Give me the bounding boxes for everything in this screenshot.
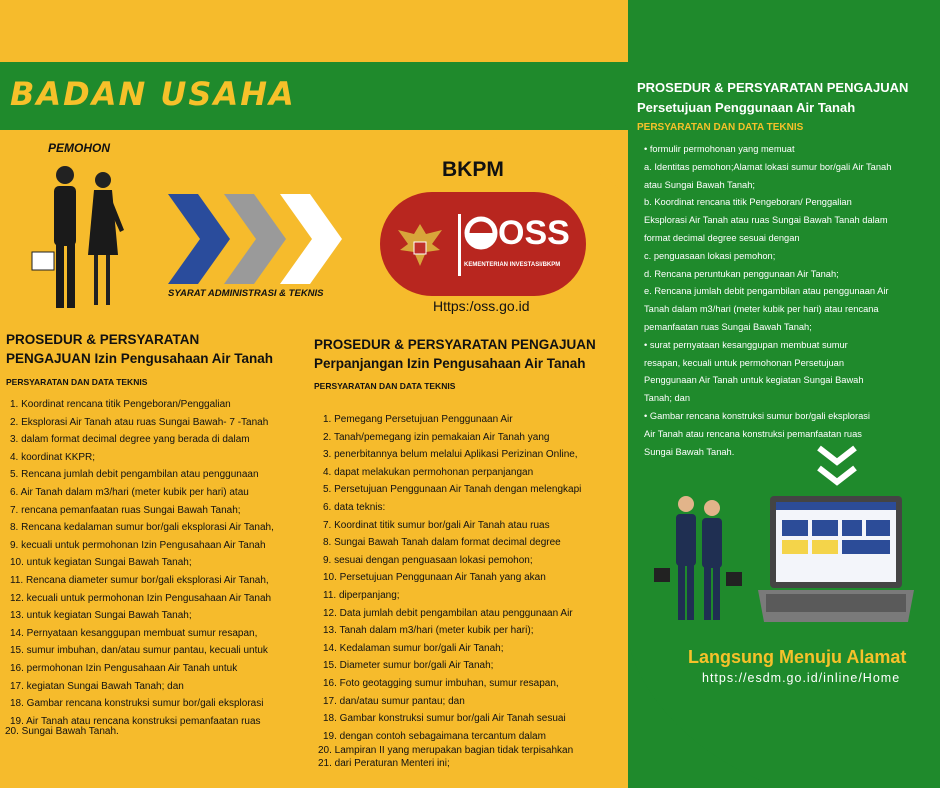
list-item: 5. Persetujuan Penggunaan Air Tanah dengan melengkapi <box>323 484 582 496</box>
list-item: a. Identitas pemohon;Alamat lokasi sumur bor/gali Air Tanah <box>644 161 892 172</box>
list-item: 16. Foto geotagging sumur imbuhan, sumur resapan, <box>323 677 559 689</box>
oss-subtext: KEMENTERIAN INVESTASI/BKPM <box>464 262 561 268</box>
col3-title-line2: Persetujuan Penggunaan Air Tanah <box>637 100 856 115</box>
col2-last-items <box>318 744 573 770</box>
col1-list <box>10 396 274 730</box>
list-item: atau Sungai Bawah Tanah; <box>644 179 755 190</box>
list-item: 14. Pernyataan kesanggupan membuat sumur resapan, <box>10 627 258 639</box>
list-item: • Gambar rencana konstruksi sumur bor/gali eksplorasi <box>644 410 870 421</box>
list-item: d. Rencana peruntukan penggunaan Air Tanah; <box>644 268 839 279</box>
col1-last-item: 20. Sungai Bawah Tanah. <box>5 726 119 737</box>
list-item: 8. Rencana kedalaman sumur bor/gali eksplorasi Air Tanah, <box>10 522 274 534</box>
list-item: c. penguasaan lokasi pemohon; <box>644 250 776 261</box>
col1-subtitle: PERSYARATAN DAN DATA TEKNIS <box>6 377 148 387</box>
oss-logo <box>380 192 586 296</box>
col2-list <box>323 411 581 745</box>
list-item: • formulir permohonan yang memuat <box>644 144 795 154</box>
col2-title-line1: PROSEDUR & PERSYARATAN PENGAJUAN <box>314 337 596 352</box>
list-item: 18. Gambar rencana konstruksi sumur bor/gali eksplorasi <box>10 698 264 710</box>
list-item: e. Rencana jumlah debit pengambilan atau penggunaan Air <box>644 286 889 297</box>
list-item: 18. Gambar konstruksi sumur bor/gali Air Tanah sesuai <box>323 713 566 725</box>
col3-title-line1: PROSEDUR & PERSYARATAN PENGAJUAN <box>637 80 909 95</box>
list-item: 1. Pemegang Persetujuan Penggunaan Air <box>323 414 513 425</box>
col2-title-line2: Perpanjangan Izin Pengusahaan Air Tanah <box>314 356 586 371</box>
laptop-icon <box>758 494 918 624</box>
list-item: 3. dalam format decimal degree yang berada di dalam <box>10 434 250 446</box>
list-item: b. Koordinat rencana titik Pengeboran/ Penggalian <box>644 197 852 208</box>
list-item: Sungai Bawah Tanah. <box>644 446 735 457</box>
col1-title-line1: PROSEDUR & PERSYARATAN <box>6 332 200 347</box>
list-item: 4. koordinat KKPR; <box>10 451 96 463</box>
page-title: BADAN USAHA <box>10 75 296 113</box>
businessmen-icon <box>652 492 752 628</box>
list-item: 17. dan/atau sumur pantau; dan <box>323 695 465 707</box>
list-item: 1. Koordinat rencana titik Pengeboran/Penggalian <box>10 399 231 410</box>
list-item: Penggunaan Air Tanah untuk kegiatan Sungai Bawah <box>644 375 864 386</box>
list-item: 19. dengan contoh sebagaimana tercantum dalam <box>323 730 546 742</box>
list-item: 3. penerbitannya belum melalui Aplikasi Perizinan Online, <box>323 449 578 461</box>
double-chevron-down-icon <box>816 444 858 490</box>
list-item: 15. Diameter sumur bor/gali Air Tanah; <box>323 660 494 672</box>
list-item: 8. Sungai Bawah Tanah dalam format decimal degree <box>323 537 561 549</box>
list-item: 11. Rencana diameter sumur bor/gali eksplorasi Air Tanah, <box>10 574 269 586</box>
list-item: 15. sumur imbuhan, dan/atau sumur pantau, kecuali untuk <box>10 645 268 657</box>
col2-subtitle: PERSYARATAN DAN DATA TEKNIS <box>314 381 456 391</box>
list-item: 6. Air Tanah dalam m3/hari (meter kubik per hari) atau <box>10 486 249 498</box>
garuda-emblem-icon <box>396 220 444 270</box>
list-item: 20. Lampiran II yang merupakan bagian tidak terpisahkan <box>318 745 574 756</box>
list-item: pemanfaatan ruas Sungai Bawah Tanah; <box>644 321 812 332</box>
col3-title <box>637 78 908 118</box>
list-item: 9. sesuai dengan penguasaan lokasi pemohon; <box>323 554 533 566</box>
list-item: 14. Kedalaman sumur bor/gali Air Tanah; <box>323 642 504 654</box>
list-item: 4. dapat melakukan permohonan perpanjangan <box>323 466 534 478</box>
list-item: 2. Eksplorasi Air Tanah atau ruas Sungai Bawah- 7 -Tanah <box>10 416 269 428</box>
list-item: 7. rencana pemanfaatan ruas Sungai Bawah Tanah; <box>10 504 241 516</box>
list-item: 12. kecuali untuk permohonan Izin Pengusahaan Air Tanah <box>10 592 272 604</box>
oss-circle-icon <box>464 216 498 250</box>
list-item: 2. Tanah/pemegang izin pemakaian Air Tanah yang <box>323 431 550 443</box>
col1-title-line2: PENGAJUAN Izin Pengusahaan Air Tanah <box>6 351 274 366</box>
col3-subtitle: PERSYARATAN DAN DATA TEKNIS <box>637 122 804 133</box>
list-item: 7. Koordinat titik sumur bor/gali Air Tanah atau ruas <box>323 519 550 531</box>
oss-text: OSS <box>498 214 570 252</box>
list-item: 17. kegiatan Sungai Bawah Tanah; dan <box>10 680 184 692</box>
cta-heading: Langsung Menuju Alamat <box>688 647 907 667</box>
list-item: 19. Air Tanah atau rencana konstruksi pemanfaatan ruas <box>10 715 261 727</box>
list-item: 9. kecuali untuk permohonan Izin Pengusahaan Air Tanah <box>10 539 266 551</box>
list-item: 12. Data jumlah debit pengambilan atau penggunaan Air <box>323 607 573 619</box>
chevron-arrows-icon <box>168 194 348 284</box>
pemohon-label: PEMOHON <box>48 141 111 155</box>
col1-title <box>6 330 273 368</box>
list-item: Air Tanah atau rencana konstruksi pemanfaatan ruas <box>644 428 862 439</box>
list-item: 10. untuk kegiatan Sungai Bawah Tanah; <box>10 557 192 569</box>
bkpm-label: BKPM <box>442 158 504 181</box>
cta-url-link[interactable]: https://esdm.go.id/inline/Home <box>702 671 901 685</box>
list-item: Tanah dalam m3/hari (meter kubik per hari) atau rencana <box>644 304 879 315</box>
list-item: Tanah; dan <box>644 393 691 404</box>
list-item: 10. Persetujuan Penggunaan Air Tanah yang akan <box>323 572 546 584</box>
list-item: format decimal degree sesuai dengan <box>644 232 800 243</box>
list-item: 6. data teknis: <box>323 501 386 513</box>
list-item: Eksplorasi Air Tanah atau ruas Sungai Bawah Tanah dalam <box>644 215 888 226</box>
list-item: 21. dari Peraturan Menteri ini; <box>318 758 450 769</box>
syarat-label: SYARAT ADMINISTRASI & TEKNIS <box>168 288 324 299</box>
list-item: 13. Tanah dalam m3/hari (meter kubik per hari); <box>323 625 534 637</box>
applicant-people-icon <box>20 160 140 320</box>
list-item: • surat pernyataan kesanggupan membuat sumur <box>644 339 848 350</box>
list-item: 16. permohonan Izin Pengusahaan Air Tanah untuk <box>10 662 238 674</box>
list-item: 11. diperpanjang; <box>323 589 400 601</box>
list-item: 5. Rencana jumlah debit pengambilan atau penggunaan <box>10 469 259 481</box>
list-item: resapan, kecuali untuk permohonan Persetujuan <box>644 357 845 368</box>
col2-title <box>314 335 596 373</box>
oss-url-link[interactable]: Https:/oss.go.id <box>433 298 530 314</box>
list-item: 13. untuk kegiatan Sungai Bawah Tanah; <box>10 610 192 622</box>
col3-list <box>644 141 891 461</box>
